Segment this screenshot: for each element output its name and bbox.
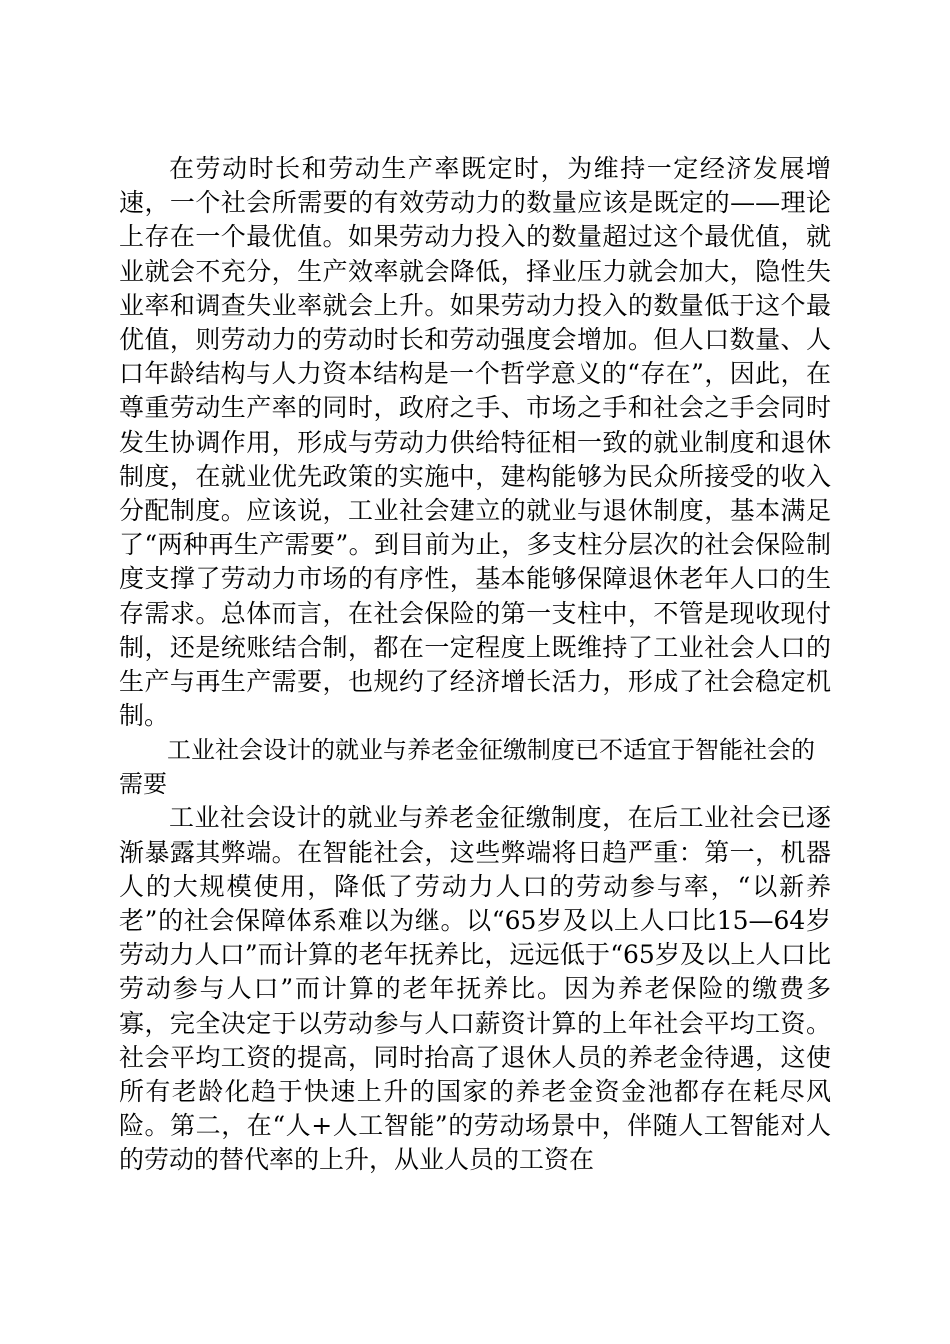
- body-paragraph: 工业社会设计的就业与养老金征缴制度，在后工业社会已逐渐暴露其弊端。在智能社会，这些弊端将日趋严重：第一，机器人的大规模使用，降低了劳动力人口的劳动参与率，“以新养老”的社会保障体系难以为继。以“65岁及以上人口比15—64岁劳动力人口”而计算的老年抚养比，远远低于“65岁及以上人口比劳动参与人口”而计算的老年抚养比。因为养老保险的缴费多寡，完全决定于以劳动参与人口薪资计算的上年社会平均工资。社会平均工资的提高，同时抬高了退休人员的养老金待遇，这使所有老龄化趋于快速上升的国家的养老金资金池都存在耗尽风险。第二，在“人+人工智能”的劳动场景中，伴随人工智能对人的劳动的替代率的上升，从业人员的工资在: [119, 803, 831, 1175]
- section-heading: 工业社会设计的就业与养老金征缴制度已不适宜于智能社会的需要: [119, 736, 815, 799]
- body-paragraph: 在劳动时长和劳动生产率既定时，为维持一定经济发展增速，一个社会所需要的有效劳动力的数量应该是既定的——理论上存在一个最优值。如果劳动力投入的数量超过这个最优值，就业就会不充分，生产效率就会降低，择业压力就会加大，隐性失业率和调查失业率就会上升。如果劳动力投入的数量低于这个最优值，则劳动力的劳动时长和劳动强度会增加。但人口数量、人口年龄结构与人力资本结构是一个哲学意义的“存在”，因此，在尊重劳动生产率的同时，政府之手、市场之手和社会之手会同时发生协调作用，形成与劳动力供给特征相一致的就业制度和退休制度，在就业优先政策的实施中，建构能够为民众所接受的收入分配制度。应该说，工业社会建立的就业与退休制度，基本满足了“两种再生产需要”。到目前为止，多支柱分层次的社会保险制度支撑了劳动力市场的有序性，基本能够保障退休老年人口的生存需求。总体而言，在社会保险的第一支柱中，不管是现收现付制，还是统账结合制，都在一定程度上既维持了工业社会人口的生产与再生产需要，也规约了经济增长活力，形成了社会稳定机制。: [119, 154, 831, 731]
- document-page: [119, 152, 831, 1178]
